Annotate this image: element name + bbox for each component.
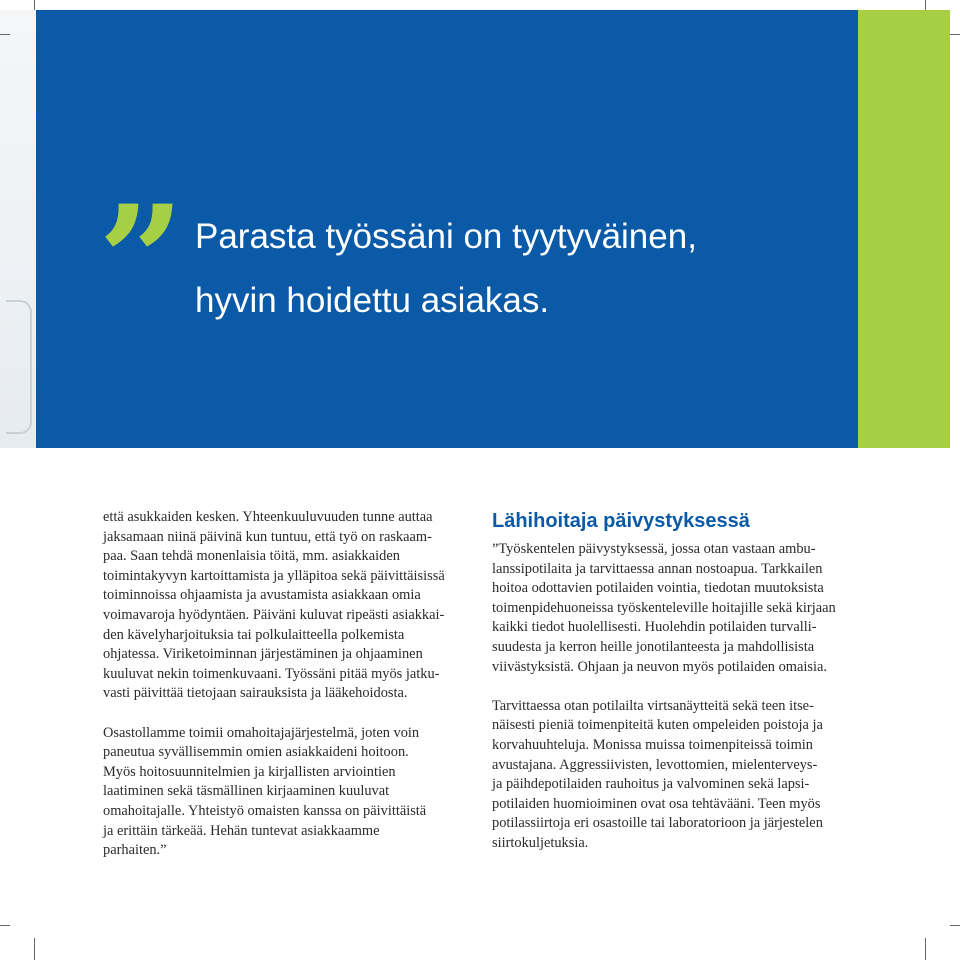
- text-line: ohjatessa. Viriketoiminnan järjestäminen ja ohjaaminen: [103, 646, 423, 663]
- text-line: paa. Saan tehdä monenlaisia töitä, mm. asiakkaiden: [103, 548, 400, 565]
- body-paragraph: [492, 697, 864, 854]
- text-line: toimenpidehuoneissa työskenteleville hoitajille sekä kirjaan: [492, 599, 836, 616]
- left-column: [103, 508, 473, 861]
- text-line: Myös hoitosuunnitelmien ja kirjallisten arviointien: [103, 763, 396, 780]
- text-line: ja päihdepotilaiden rauhoitus ja valvominen sekä lapsi-: [492, 776, 810, 793]
- text-line: vasti päivittää tietojaan sairauksista ja lääkehoidosta.: [103, 685, 408, 702]
- bed-rail-image: [6, 300, 32, 434]
- crop-mark: [34, 0, 35, 10]
- text-line: jaksamaan niinä päivinä kun tuntuu, että työ on raskaam-: [103, 528, 432, 545]
- text-line: suudesta ja kerron heille jonotilanteesta ja mahdollisista: [492, 638, 815, 655]
- accent-strip: [858, 10, 950, 448]
- text-line: den kävelyharjoituksia tai polkulaitteella polkemista: [103, 626, 405, 643]
- text-line: viivästyksistä. Ohjaan ja neuvon myös potilaiden omaisia.: [492, 658, 827, 675]
- crop-mark: [0, 34, 10, 35]
- text-line: toiminnoissa ohjaamista ja avustamista asiakkaan omia: [103, 587, 421, 604]
- pull-quote-line: hyvin hoidettu asiakas.: [195, 281, 550, 320]
- crop-mark: [950, 34, 960, 35]
- crop-mark: [34, 938, 35, 960]
- right-column: [492, 508, 864, 854]
- text-line: paneutua syvällisemmin omien asiakkaideni hoitoon.: [103, 744, 409, 761]
- section-heading: Lähihoitaja päivystyksessä: [492, 510, 750, 532]
- text-line: toimintakyvyn kartoittamista ja ylläpitoa sekä päivittäisissä: [103, 567, 445, 584]
- text-line: laatiminen sekä täsmällinen kirjaaminen kuuluvat: [103, 783, 390, 800]
- pull-quote-line: Parasta työssäni on tyytyväinen,: [195, 217, 697, 256]
- text-line: lanssipotilaita ja tarvittaessa annan nostoapua. Tarkkailen: [492, 560, 823, 577]
- text-line: korvahuuhteluja. Monissa muissa toimenpiteissä toimin: [492, 736, 813, 753]
- text-line: potilaiden huomioiminen ovat osa tehtävääni. Teen myös: [492, 795, 821, 812]
- text-line: siirtokuljetuksia.: [492, 834, 589, 851]
- text-line: Osastollamme toimii omahoitajajärjestelmä, joten voin: [103, 724, 420, 741]
- text-line: omahoitajalle. Yhteistyö omaisten kanssa on päivittäistä: [103, 802, 427, 819]
- body-paragraph: [103, 508, 473, 704]
- text-line: ja erittäin tärkeää. Hehän tuntevat asiakkaamme: [103, 822, 380, 839]
- text-line: potilassiirtoja eri osastoille tai laboratorioon ja järjestelen: [492, 815, 823, 832]
- body-paragraph: [492, 540, 864, 677]
- crop-mark: [925, 938, 926, 960]
- text-line: avustajana. Aggressiivisten, levottomien, mielenterveys-: [492, 756, 818, 773]
- quote-mark-icon: ”: [98, 173, 185, 349]
- crop-mark: [925, 0, 926, 10]
- pull-quote: [195, 205, 835, 333]
- text-line: parhaiten.”: [103, 842, 167, 859]
- crop-mark: [0, 925, 10, 926]
- body-paragraph: [103, 724, 473, 861]
- text-line: hoitoa odottavien potilaiden vointia, tiedotan muutoksista: [492, 580, 824, 597]
- text-line: että asukkaiden kesken. Yhteenkuuluvuuden tunne auttaa: [103, 509, 433, 525]
- text-line: Tarvittaessa otan potilailta virtsanäytteitä sekä teen itse-: [492, 697, 814, 714]
- text-line: voimavaroja hyödyntäen. Päiväni kuluvat ripeästi asiakkai-: [103, 606, 445, 623]
- text-line: kuuluvat nekin toimenkuvaani. Työssäni pitää myös jatku-: [103, 665, 440, 682]
- crop-mark: [950, 925, 960, 926]
- text-line: näisesti pieniä toimenpiteitä kuten ompeleiden poistoja ja: [492, 717, 823, 734]
- photo-edge: [0, 10, 36, 448]
- text-line: kaikki tiedot huolellisesti. Huolehdin potilaiden turvalli-: [492, 619, 817, 636]
- text-line: ”Työskentelen päivystyksessä, jossa otan vastaan ambu-: [492, 541, 816, 557]
